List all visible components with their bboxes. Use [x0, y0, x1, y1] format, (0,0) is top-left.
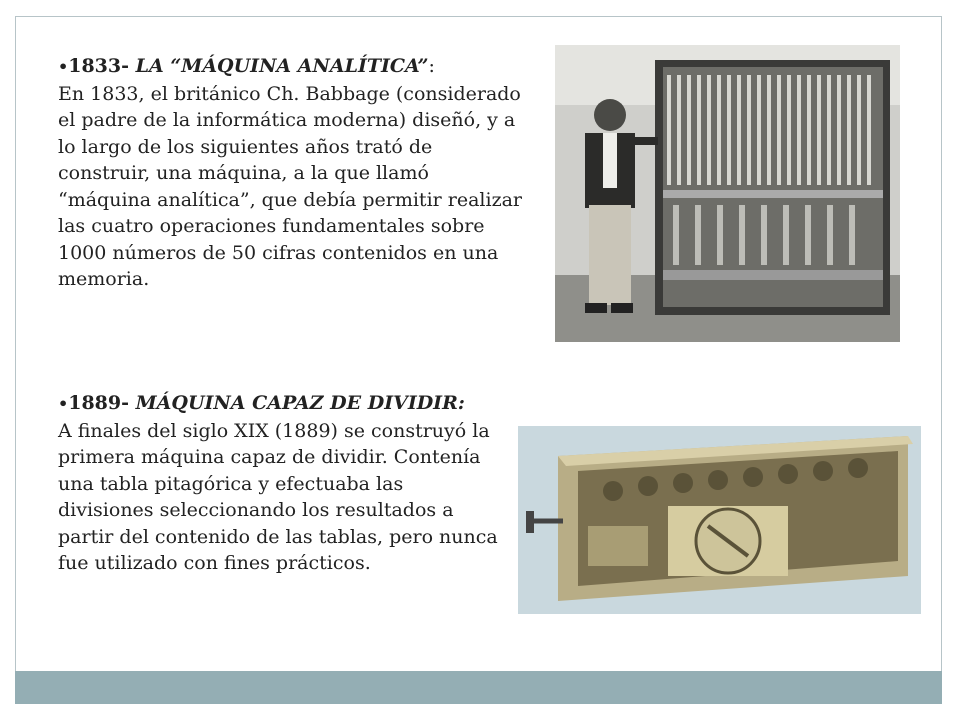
analytical-engine-body: En 1833, el británico Ch. Babbage (considerado el padre de la informática moderna) diseñó, y a lo largo de los siguientes años trató de construir, una máquina, a la que llamó “máquina analítica”, que debía permitir realizar las cuatro operaciones fundamentales sobre 1000 números de 50 cifras contenidos en una memoria. [58, 82, 522, 290]
analytical-engine-text [58, 53, 528, 293]
footer-bar [15, 671, 942, 704]
bullet: • [58, 57, 69, 76]
heading-year: 1889- [68, 392, 130, 414]
heading-title: LA “MÁQUINA ANALÍTICA” [135, 55, 429, 77]
heading-title: MÁQUINA CAPAZ DE DIVIDIR: [135, 392, 465, 414]
heading-year: 1833- [68, 55, 130, 77]
heading-colon: : [428, 55, 435, 77]
analytical-engine-heading [58, 55, 428, 77]
dividing-machine-text [58, 390, 498, 577]
bullet: • [58, 394, 69, 413]
babbage-engine-photo [555, 45, 900, 342]
dividing-machine-photo [518, 426, 921, 614]
dividing-machine-body: A finales del siglo XIX (1889) se construyó la primera máquina capaz de dividir. Contenía una tabla pitagórica y efectuaba las divisiones seleccionando los resultados a partir del contenido de las tablas, pero nunca fue utilizado con fines prácticos. [58, 419, 498, 574]
dividing-machine-heading [58, 392, 465, 414]
